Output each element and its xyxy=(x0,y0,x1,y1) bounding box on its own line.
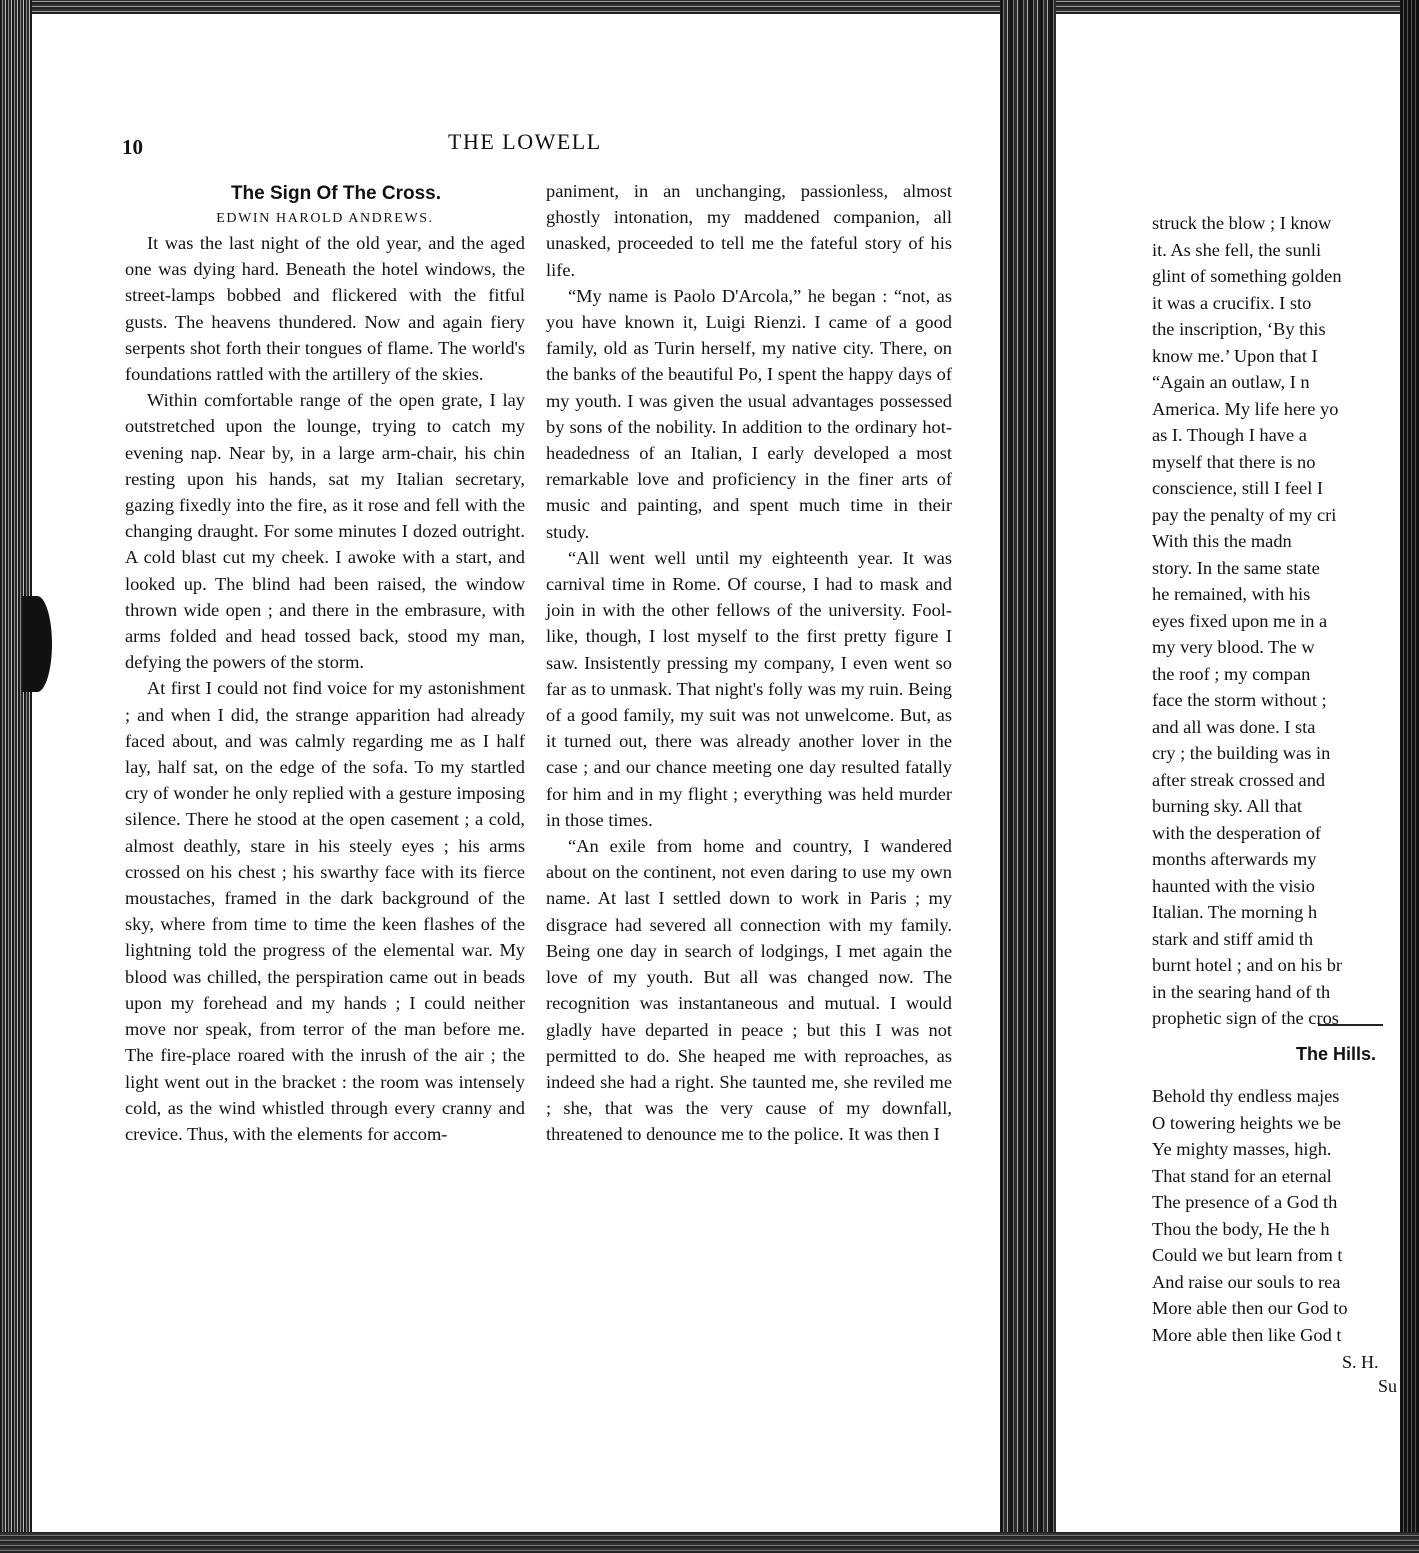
text-line: months afterwards my xyxy=(1152,849,1317,869)
paragraph: At first I could not find voice for my astonishment ; and when I did, the strange apparition had already faced about, and was calmly regarding me as I half lay, half sat, on the edge of the sofa. To my startled cry of wonder he only replied with a gesture imposing silence. There he stood at the open casement ; a cold, almost deathly, stare in his steely eyes ; his arms crossed on his chest ; his swarthy face with its fierce moustaches, framed in the dark background of the sky, where from time to time the keen flashes of the lightning told the progress of the elemental war. My blood was chilled, the perspiration came out in beads upon my forehead and my hands ; I could neither move nor speak, from terror of the man before me. The fire-place roared with the inrush of the air ; the light went out in the bracket : the room was intensely cold, as the wind whistled through every cranny and crevice. Thus, with the elements for accom- xyxy=(125,678,525,1144)
text-line: face the storm without ; xyxy=(1152,690,1327,710)
text-line: eyes fixed upon me in a xyxy=(1152,610,1328,631)
text-line: story. In the same state xyxy=(1152,557,1320,578)
text-column-right-cropped xyxy=(1152,210,1400,1032)
paragraph: “All went well until my eighteenth year. It was carnival time in Rome. Of course, I had to mask and join in with the other fellows of the university. Fool-like, though, I lost myself to the first pretty figure I saw. Insistently pressing my company, I even went so far as to unmask. That night's folly was my ruin. Being of a good family, my suit was not unwelcome. But, as it turned out, there was already another lover in the case ; and our chance meeting one day resulted fatally for him and in my flight ; everything was held murder in those times. xyxy=(546,547,952,830)
binding-hole xyxy=(22,596,52,692)
poem-line: More able then our God to xyxy=(1152,1298,1348,1318)
text-line: my very blood. The w xyxy=(1152,637,1315,657)
poem-line: Ye mighty masses, high. xyxy=(1152,1139,1332,1159)
page-number: 10 xyxy=(122,135,143,159)
text-line: in the searing hand of th xyxy=(1152,981,1331,1002)
running-title: THE LOWELL xyxy=(448,129,602,154)
poem-signature: S. H. xyxy=(1342,1352,1379,1372)
text-line: Italian. The morning h xyxy=(1152,902,1318,922)
text-line: America. My life here yo xyxy=(1152,398,1339,419)
text-line: after streak crossed and xyxy=(1152,769,1326,790)
text-line: he remained, with his xyxy=(1152,584,1311,604)
text-line: haunted with the visio xyxy=(1152,875,1315,896)
text-column-middle xyxy=(546,178,952,1148)
text-line: it was a crucifix. I sto xyxy=(1152,292,1312,313)
paragraph: It was the last night of the old year, and the aged one was dying hard. Beneath the hotel windows, the street-lamps bobbed and flickered with the fitful gusts. The heavens thundered. Now and again fiery serpents shot forth their tongues of flame. The world's foundations rattled with the artillery of the skies. xyxy=(125,233,525,385)
text-line: prophetic sign of the cros xyxy=(1152,1008,1339,1028)
text-line: “Again an outlaw, I n xyxy=(1152,372,1310,392)
text-line: struck the blow ; I know xyxy=(1152,213,1332,233)
page-scan-edge-top xyxy=(0,0,1419,14)
poem-line: Thou the body, He the h xyxy=(1152,1218,1330,1239)
page-scan-edge-left xyxy=(0,0,32,1553)
text-line: with the desperation of xyxy=(1152,822,1322,843)
poem-signature-line: Su xyxy=(1378,1376,1398,1396)
paragraph: “My name is Paolo D'Arcola,” he began : “not, as you have known it, Luigi Rienzi. I came of a good family, old as Turin herself, my native city. There, on the banks of the beautiful Po, I spent the happy days of my youth. I was given the usual advantages possessed by sons of the nobility. In addition to the ordinary hot-headedness of an Italian, I early developed a most remarkable love and proficiency in the finer arts of music and painting, and spent much time in their study. xyxy=(546,285,952,542)
poem-line: That stand for an eternal xyxy=(1152,1165,1332,1186)
page-scan-edge-bottom xyxy=(0,1532,1419,1553)
paragraph: Within comfortable range of the open grate, I lay outstretched upon the lounge, trying to catch my evening nap. Near by, in a large arm-chair, his chin resting upon his hands, sat my Italian secretary, gazing fixedly into the fire, as it rose and fell with the changing draught. For some minutes I dozed outright. A cold blast cut my cheek. I awoke with a start, and looked up. The blind had been raised, the window thrown wide open ; and there in the embrasure, with arms folded and head tossed back, stood my man, defying the powers of the storm. xyxy=(125,390,525,673)
text-line: cry ; the building was in xyxy=(1152,743,1331,763)
text-line: as I. Though I have a xyxy=(1152,425,1307,445)
text-line: the inscription, ‘By this xyxy=(1152,319,1326,339)
book-spine-gutter xyxy=(1000,0,1056,1553)
text-line: know me.’ Upon that I xyxy=(1152,345,1318,366)
poem-title: The Hills. xyxy=(1296,1044,1377,1064)
poem-line: Behold thy endless majes xyxy=(1152,1086,1340,1106)
text-line: myself that there is no xyxy=(1152,451,1316,472)
text-line: the roof ; my compan xyxy=(1152,663,1311,684)
text-line: pay the penalty of my cri xyxy=(1152,504,1337,525)
page-scan-edge-right xyxy=(1400,0,1419,1553)
article-author: EDWIN HAROLD ANDREWS. xyxy=(216,211,434,226)
poem-line: And raise our souls to rea xyxy=(1152,1271,1341,1292)
text-line: and all was done. I sta xyxy=(1152,716,1316,737)
poem-line: Could we but learn from t xyxy=(1152,1245,1343,1265)
text-line: stark and stiff amid th xyxy=(1152,928,1314,949)
section-divider xyxy=(1318,1024,1383,1026)
paragraph: “An exile from home and country, I wandered about on the continent, not even daring to use my own name. At last I settled down to work in Paris ; my disgrace had severed all connection with my family. Being one day in search of lodgings, I met again the love of my youth. But all was changed now. The recognition was instantaneous and mutual. I would gladly have departed in peace ; but this I was not permitted to do. She heaped me with reproaches, as indeed she had a right. She taunted me, she reviled me ; she, that was the very cause of my downfall, threatened to denounce me to the police. It was then I xyxy=(546,836,952,1145)
text-line: glint of something golden xyxy=(1152,266,1342,286)
text-line: With this the madn xyxy=(1152,531,1292,551)
text-line: conscience, still I feel I xyxy=(1152,478,1324,498)
poem-line: More able then like God t xyxy=(1152,1324,1342,1345)
poem-line: The presence of a God th xyxy=(1152,1192,1338,1212)
poem-body xyxy=(1152,1083,1400,1348)
paragraph: paniment, in an unchanging, passionless, almost ghostly intonation, my maddened companion, all unasked, proceeded to tell me the fateful story of his life. xyxy=(546,181,952,280)
text-line: burning sky. All that xyxy=(1152,796,1303,816)
article-title: The Sign Of The Cross. xyxy=(230,183,442,204)
text-line: burnt hotel ; and on his br xyxy=(1152,955,1343,975)
text-column-left xyxy=(125,180,525,1147)
text-line: it. As she fell, the sunli xyxy=(1152,239,1322,260)
poem-line: O towering heights we be xyxy=(1152,1112,1341,1133)
